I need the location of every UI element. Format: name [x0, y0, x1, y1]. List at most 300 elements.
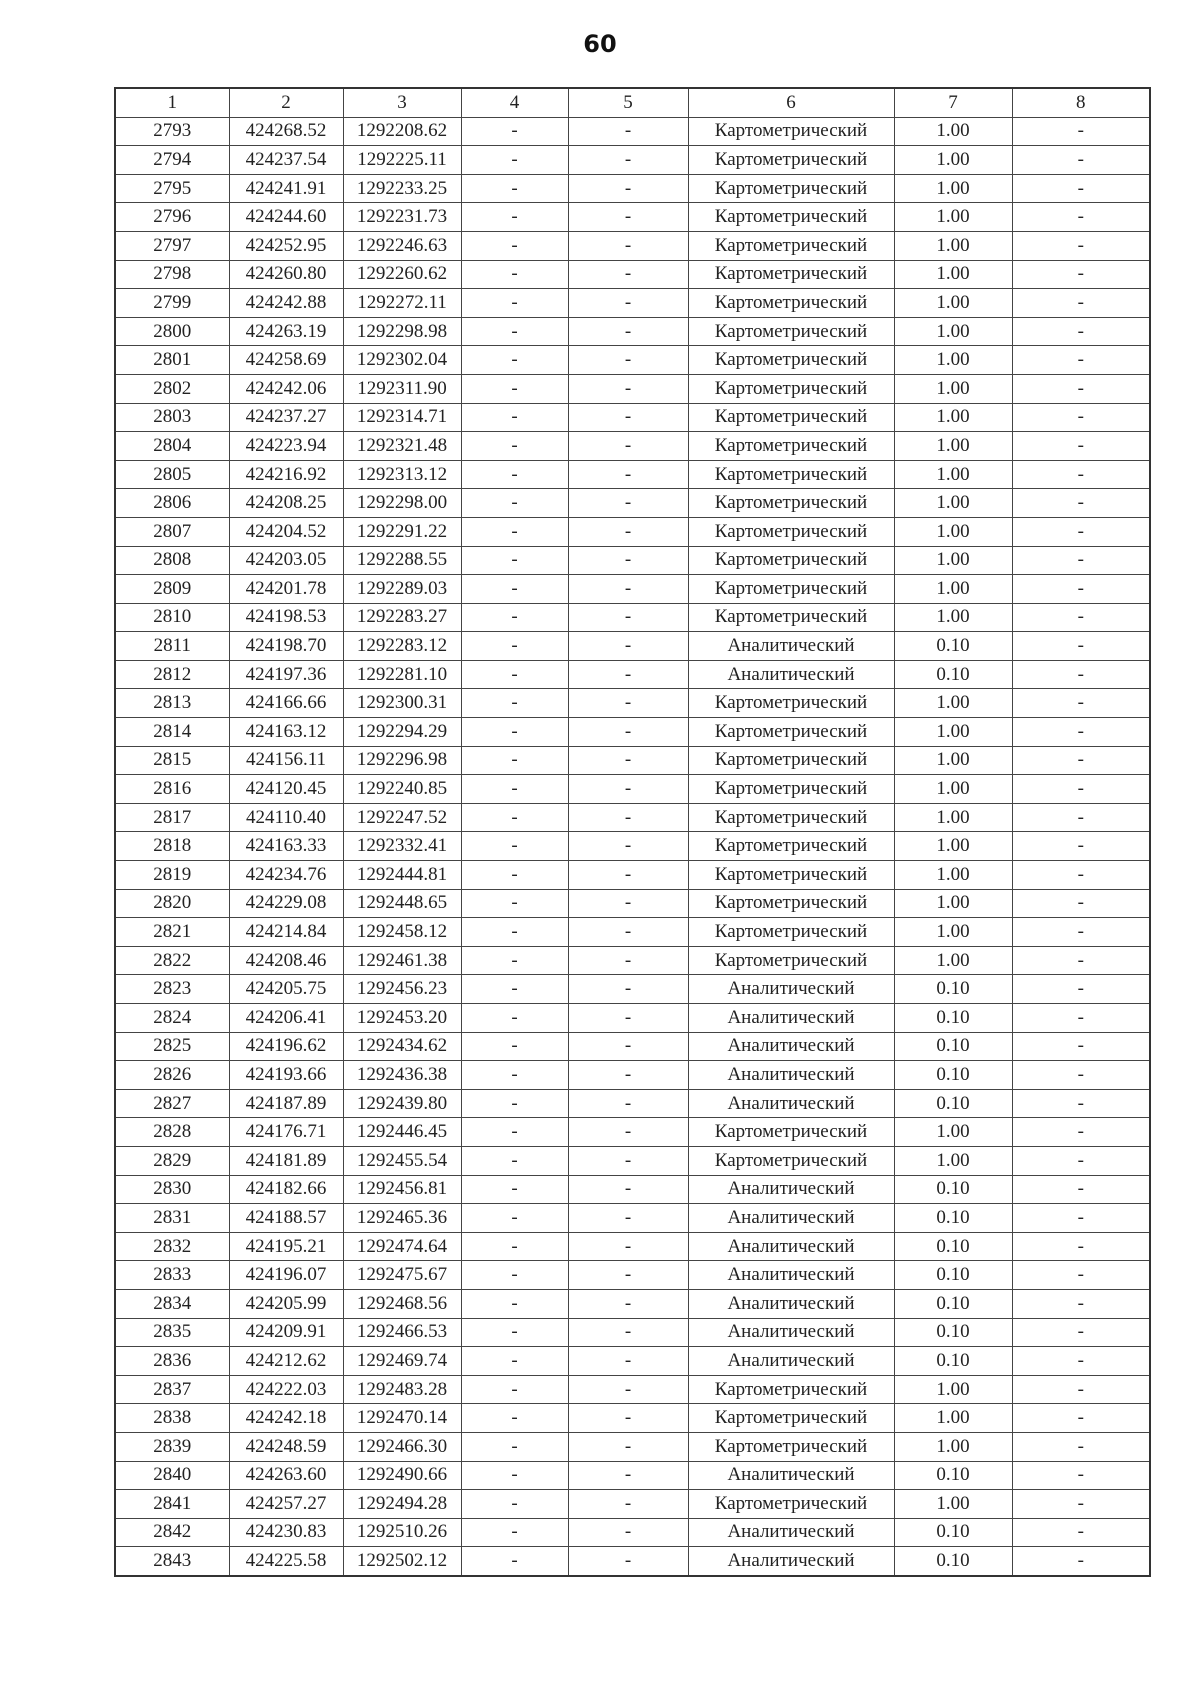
- table-cell: Картометрический: [688, 403, 894, 432]
- table-cell: -: [568, 1004, 688, 1033]
- table-cell: 1.00: [894, 889, 1012, 918]
- table-cell: 1.00: [894, 1432, 1012, 1461]
- table-row: [115, 460, 1150, 489]
- table-row: [115, 575, 1150, 604]
- table-cell: -: [568, 1461, 688, 1490]
- table-cell: 2841: [115, 1490, 229, 1519]
- table-cell: Картометрический: [688, 803, 894, 832]
- table-cell: Картометрический: [688, 117, 894, 146]
- table-cell: 2838: [115, 1404, 229, 1433]
- table-cell: -: [568, 1375, 688, 1404]
- table-cell: -: [461, 117, 568, 146]
- table-cell: 2813: [115, 689, 229, 718]
- table-cell: Картометрический: [688, 489, 894, 518]
- table-cell: -: [568, 1261, 688, 1290]
- table-row: [115, 1490, 1150, 1519]
- table-cell: 1292240.85: [343, 775, 461, 804]
- table-cell: -: [461, 403, 568, 432]
- table-cell: -: [568, 1061, 688, 1090]
- table-cell: 0.10: [894, 1318, 1012, 1347]
- table-cell: 1292448.65: [343, 889, 461, 918]
- table-cell: -: [1012, 832, 1150, 861]
- table-cell: -: [568, 632, 688, 661]
- table-row: [115, 1204, 1150, 1233]
- table-cell: -: [461, 1404, 568, 1433]
- table-cell: 2802: [115, 374, 229, 403]
- table-cell: 1.00: [894, 946, 1012, 975]
- table-cell: -: [461, 1547, 568, 1576]
- table-cell: 2835: [115, 1318, 229, 1347]
- table-cell: Картометрический: [688, 346, 894, 375]
- table-cell: 1292446.45: [343, 1118, 461, 1147]
- table-cell: 0.10: [894, 1061, 1012, 1090]
- table-cell: -: [461, 317, 568, 346]
- table-cell: 2836: [115, 1347, 229, 1376]
- table-cell: -: [1012, 1289, 1150, 1318]
- table-cell: 1292456.23: [343, 975, 461, 1004]
- table-row: [115, 117, 1150, 146]
- table-cell: 424260.80: [229, 260, 343, 289]
- table-row: [115, 289, 1150, 318]
- table-cell: 1.00: [894, 746, 1012, 775]
- table-cell: -: [1012, 975, 1150, 1004]
- table-cell: -: [568, 689, 688, 718]
- table-cell: 424257.27: [229, 1490, 343, 1519]
- table-cell: 1292246.63: [343, 231, 461, 260]
- table-cell: -: [568, 1089, 688, 1118]
- column-header-2: 2: [229, 88, 343, 117]
- table-cell: 1.00: [894, 603, 1012, 632]
- table-row: [115, 1004, 1150, 1033]
- table-row: [115, 1061, 1150, 1090]
- table-cell: -: [461, 718, 568, 747]
- table-cell: Картометрический: [688, 918, 894, 947]
- table-cell: 1292475.67: [343, 1261, 461, 1290]
- table-cell: -: [1012, 1261, 1150, 1290]
- table-cell: -: [568, 1032, 688, 1061]
- table-cell: 1292283.27: [343, 603, 461, 632]
- table-cell: 424258.69: [229, 346, 343, 375]
- table-cell: 1.00: [894, 803, 1012, 832]
- table-cell: 424156.11: [229, 746, 343, 775]
- table-cell: Картометрический: [688, 260, 894, 289]
- table-cell: -: [1012, 632, 1150, 661]
- table-cell: 0.10: [894, 1289, 1012, 1318]
- table-cell: Аналитический: [688, 1318, 894, 1347]
- table-cell: -: [461, 517, 568, 546]
- table-cell: 2820: [115, 889, 229, 918]
- table-cell: -: [461, 174, 568, 203]
- table-cell: 1292313.12: [343, 460, 461, 489]
- table-cell: -: [461, 803, 568, 832]
- table-cell: Картометрический: [688, 432, 894, 461]
- table-cell: -: [1012, 718, 1150, 747]
- table-cell: -: [461, 861, 568, 890]
- table-cell: -: [461, 289, 568, 318]
- table-cell: 1292300.31: [343, 689, 461, 718]
- table-cell: -: [568, 889, 688, 918]
- table-cell: -: [568, 1518, 688, 1547]
- table-cell: 424181.89: [229, 1146, 343, 1175]
- table-cell: -: [1012, 546, 1150, 575]
- table-cell: 424110.40: [229, 803, 343, 832]
- table-cell: -: [461, 1146, 568, 1175]
- header-row: [115, 88, 1150, 117]
- table-cell: 2794: [115, 146, 229, 175]
- table-cell: Картометрический: [688, 603, 894, 632]
- table-cell: 1292483.28: [343, 1375, 461, 1404]
- table-cell: -: [1012, 1318, 1150, 1347]
- table-cell: 2823: [115, 975, 229, 1004]
- table-cell: 0.10: [894, 1518, 1012, 1547]
- table-cell: Картометрический: [688, 231, 894, 260]
- table-cell: 424263.19: [229, 317, 343, 346]
- table-cell: -: [1012, 317, 1150, 346]
- table-cell: 424198.70: [229, 632, 343, 661]
- table-row: [115, 260, 1150, 289]
- table-cell: 1292247.52: [343, 803, 461, 832]
- table-cell: Аналитический: [688, 660, 894, 689]
- table-cell: -: [568, 146, 688, 175]
- table-row: [115, 1518, 1150, 1547]
- table-cell: -: [1012, 775, 1150, 804]
- table-cell: Картометрический: [688, 832, 894, 861]
- table-cell: 424188.57: [229, 1204, 343, 1233]
- table-cell: 1292208.62: [343, 117, 461, 146]
- table-cell: Аналитический: [688, 1461, 894, 1490]
- table-cell: -: [568, 317, 688, 346]
- table-cell: -: [1012, 918, 1150, 947]
- table-cell: 1292289.03: [343, 575, 461, 604]
- table-cell: -: [461, 603, 568, 632]
- table-row: [115, 775, 1150, 804]
- table-cell: 424198.53: [229, 603, 343, 632]
- column-header-5: 5: [568, 88, 688, 117]
- table-cell: -: [1012, 1089, 1150, 1118]
- table-cell: 2828: [115, 1118, 229, 1147]
- table-cell: 2824: [115, 1004, 229, 1033]
- table-cell: -: [568, 374, 688, 403]
- table-cell: 1.00: [894, 403, 1012, 432]
- table-row: [115, 1089, 1150, 1118]
- table-cell: 424182.66: [229, 1175, 343, 1204]
- table-cell: -: [1012, 1004, 1150, 1033]
- table-cell: 424166.66: [229, 689, 343, 718]
- page-number: 60: [583, 30, 617, 58]
- table-cell: 1292283.12: [343, 632, 461, 661]
- table-cell: -: [461, 1004, 568, 1033]
- table-cell: Картометрический: [688, 861, 894, 890]
- table-row: [115, 861, 1150, 890]
- table-cell: 1292466.53: [343, 1318, 461, 1347]
- table-cell: -: [461, 1375, 568, 1404]
- table-row: [115, 746, 1150, 775]
- table-cell: Картометрический: [688, 517, 894, 546]
- table-row: [115, 1118, 1150, 1147]
- table-cell: -: [568, 746, 688, 775]
- table-cell: 424208.46: [229, 946, 343, 975]
- table-cell: -: [568, 1118, 688, 1147]
- table-cell: 1292466.30: [343, 1432, 461, 1461]
- table-cell: -: [461, 775, 568, 804]
- table-body: [115, 117, 1150, 1576]
- table-cell: 0.10: [894, 1204, 1012, 1233]
- table-cell: 2812: [115, 660, 229, 689]
- table-cell: 424203.05: [229, 546, 343, 575]
- table-cell: Картометрический: [688, 946, 894, 975]
- table-cell: 1292439.80: [343, 1089, 461, 1118]
- table-cell: -: [1012, 1146, 1150, 1175]
- table-cell: -: [568, 289, 688, 318]
- table-cell: -: [568, 517, 688, 546]
- table-cell: -: [1012, 1432, 1150, 1461]
- table-cell: 1292302.04: [343, 346, 461, 375]
- table-cell: -: [1012, 1118, 1150, 1147]
- table-cell: Аналитический: [688, 1289, 894, 1318]
- table-cell: -: [461, 460, 568, 489]
- table-cell: Картометрический: [688, 374, 894, 403]
- table-cell: 424242.18: [229, 1404, 343, 1433]
- table-cell: -: [1012, 289, 1150, 318]
- table-cell: 2832: [115, 1232, 229, 1261]
- table-cell: 2839: [115, 1432, 229, 1461]
- table-cell: 1.00: [894, 832, 1012, 861]
- table-cell: -: [1012, 1518, 1150, 1547]
- table-cell: -: [1012, 346, 1150, 375]
- table-cell: 1292260.62: [343, 260, 461, 289]
- table-cell: -: [1012, 660, 1150, 689]
- table-cell: -: [568, 260, 688, 289]
- table-row: [115, 174, 1150, 203]
- table-cell: -: [568, 231, 688, 260]
- table-cell: 0.10: [894, 975, 1012, 1004]
- coordinates-table: [114, 87, 1151, 1577]
- table-cell: -: [461, 975, 568, 1004]
- table-row: [115, 146, 1150, 175]
- table-cell: 2831: [115, 1204, 229, 1233]
- table-cell: 1292444.81: [343, 861, 461, 890]
- table-cell: -: [568, 861, 688, 890]
- table-row: [115, 632, 1150, 661]
- table-cell: 1292468.56: [343, 1289, 461, 1318]
- table-cell: -: [461, 1461, 568, 1490]
- table-cell: 424120.45: [229, 775, 343, 804]
- table-cell: 0.10: [894, 1032, 1012, 1061]
- table-cell: -: [461, 1347, 568, 1376]
- table-cell: -: [568, 775, 688, 804]
- table-cell: -: [568, 918, 688, 947]
- table-cell: Картометрический: [688, 546, 894, 575]
- table-cell: 424214.84: [229, 918, 343, 947]
- table-cell: 2806: [115, 489, 229, 518]
- table-cell: Аналитический: [688, 1547, 894, 1576]
- table-cell: 1.00: [894, 517, 1012, 546]
- table-cell: 424206.41: [229, 1004, 343, 1033]
- table-cell: -: [568, 203, 688, 232]
- table-cell: Аналитический: [688, 632, 894, 661]
- table-cell: 1.00: [894, 346, 1012, 375]
- table-cell: -: [568, 346, 688, 375]
- table-cell: 424234.76: [229, 861, 343, 890]
- column-header-8: 8: [1012, 88, 1150, 117]
- table-cell: 2795: [115, 174, 229, 203]
- table-cell: -: [461, 1175, 568, 1204]
- table-cell: 1292311.90: [343, 374, 461, 403]
- table-cell: -: [461, 946, 568, 975]
- table-row: [115, 660, 1150, 689]
- table-cell: -: [1012, 689, 1150, 718]
- table-cell: 2834: [115, 1289, 229, 1318]
- table-cell: 424201.78: [229, 575, 343, 604]
- table-cell: -: [568, 546, 688, 575]
- table-cell: Картометрический: [688, 1432, 894, 1461]
- table-cell: 424242.06: [229, 374, 343, 403]
- table-cell: 2833: [115, 1261, 229, 1290]
- table-cell: 1292294.29: [343, 718, 461, 747]
- table-cell: 0.10: [894, 1004, 1012, 1033]
- table-cell: 424268.52: [229, 117, 343, 146]
- table-row: [115, 517, 1150, 546]
- table-cell: 1292298.00: [343, 489, 461, 518]
- table-cell: 2817: [115, 803, 229, 832]
- table-cell: 2842: [115, 1518, 229, 1547]
- table-cell: -: [1012, 1375, 1150, 1404]
- table-cell: -: [461, 432, 568, 461]
- table-cell: -: [1012, 1232, 1150, 1261]
- table-cell: 424248.59: [229, 1432, 343, 1461]
- table-row: [115, 1318, 1150, 1347]
- table-cell: 1292456.81: [343, 1175, 461, 1204]
- table-cell: -: [568, 603, 688, 632]
- table-cell: Картометрический: [688, 575, 894, 604]
- table-cell: 424205.99: [229, 1289, 343, 1318]
- table-cell: 2799: [115, 289, 229, 318]
- table-cell: 1292233.25: [343, 174, 461, 203]
- table-cell: -: [461, 203, 568, 232]
- table-cell: 1292225.11: [343, 146, 461, 175]
- table-cell: Картометрический: [688, 203, 894, 232]
- table-row: [115, 803, 1150, 832]
- table-cell: -: [461, 1518, 568, 1547]
- table-cell: 2808: [115, 546, 229, 575]
- table-cell: 2819: [115, 861, 229, 890]
- table-cell: -: [1012, 460, 1150, 489]
- table-cell: 1.00: [894, 1375, 1012, 1404]
- table-cell: Аналитический: [688, 1347, 894, 1376]
- table-row: [115, 718, 1150, 747]
- table-cell: -: [461, 346, 568, 375]
- table-cell: -: [568, 460, 688, 489]
- table-cell: 1292272.11: [343, 289, 461, 318]
- table-cell: -: [461, 1032, 568, 1061]
- table-cell: 0.10: [894, 1547, 1012, 1576]
- table-row: [115, 975, 1150, 1004]
- column-header-7: 7: [894, 88, 1012, 117]
- table-cell: 1292494.28: [343, 1490, 461, 1519]
- table-cell: -: [568, 432, 688, 461]
- table-cell: -: [568, 174, 688, 203]
- table-cell: 2807: [115, 517, 229, 546]
- table-cell: -: [461, 1204, 568, 1233]
- table-cell: -: [568, 1490, 688, 1519]
- table-cell: -: [568, 660, 688, 689]
- table-cell: -: [461, 889, 568, 918]
- table-row: [115, 403, 1150, 432]
- table-cell: 424205.75: [229, 975, 343, 1004]
- table-cell: 1292461.38: [343, 946, 461, 975]
- table-cell: Картометрический: [688, 174, 894, 203]
- table-cell: Картометрический: [688, 746, 894, 775]
- table-cell: 1292474.64: [343, 1232, 461, 1261]
- table-cell: -: [1012, 403, 1150, 432]
- table-cell: -: [461, 632, 568, 661]
- table-cell: -: [461, 260, 568, 289]
- table-cell: 424196.07: [229, 1261, 343, 1290]
- table-cell: 1.00: [894, 260, 1012, 289]
- table-cell: 1292502.12: [343, 1547, 461, 1576]
- table-cell: 424193.66: [229, 1061, 343, 1090]
- table-cell: -: [568, 489, 688, 518]
- table-row: [115, 432, 1150, 461]
- table-cell: 2843: [115, 1547, 229, 1576]
- table-cell: Картометрический: [688, 317, 894, 346]
- table-row: [115, 546, 1150, 575]
- table-cell: 2809: [115, 575, 229, 604]
- table-cell: -: [1012, 575, 1150, 604]
- table-cell: 0.10: [894, 632, 1012, 661]
- table-cell: 1.00: [894, 174, 1012, 203]
- table-row: [115, 918, 1150, 947]
- table-cell: 0.10: [894, 1089, 1012, 1118]
- table-cell: 2793: [115, 117, 229, 146]
- table-cell: -: [1012, 203, 1150, 232]
- table-cell: 1.00: [894, 1146, 1012, 1175]
- table-cell: 2837: [115, 1375, 229, 1404]
- table-cell: Картометрический: [688, 718, 894, 747]
- table-cell: 2797: [115, 231, 229, 260]
- column-header-3: 3: [343, 88, 461, 117]
- table-row: [115, 832, 1150, 861]
- table-cell: 2811: [115, 632, 229, 661]
- table-cell: Аналитический: [688, 1232, 894, 1261]
- table-cell: 2816: [115, 775, 229, 804]
- table-cell: 1.00: [894, 231, 1012, 260]
- table-cell: 0.10: [894, 1261, 1012, 1290]
- table-cell: 424230.83: [229, 1518, 343, 1547]
- table-cell: 424252.95: [229, 231, 343, 260]
- table-cell: -: [461, 489, 568, 518]
- table-cell: -: [1012, 1461, 1150, 1490]
- table-cell: 2804: [115, 432, 229, 461]
- table-cell: 2840: [115, 1461, 229, 1490]
- table-cell: 1.00: [894, 317, 1012, 346]
- table-cell: 424196.62: [229, 1032, 343, 1061]
- table-row: [115, 489, 1150, 518]
- table-cell: -: [1012, 374, 1150, 403]
- table-cell: 1292490.66: [343, 1461, 461, 1490]
- table-cell: -: [1012, 1175, 1150, 1204]
- table-cell: 1.00: [894, 861, 1012, 890]
- table-cell: -: [1012, 1490, 1150, 1519]
- table-cell: 424209.91: [229, 1318, 343, 1347]
- column-header-6: 6: [688, 88, 894, 117]
- table-row: [115, 1404, 1150, 1433]
- table-cell: 0.10: [894, 1175, 1012, 1204]
- table-cell: -: [461, 746, 568, 775]
- table-cell: 1292231.73: [343, 203, 461, 232]
- table-row: [115, 203, 1150, 232]
- table-cell: -: [461, 1490, 568, 1519]
